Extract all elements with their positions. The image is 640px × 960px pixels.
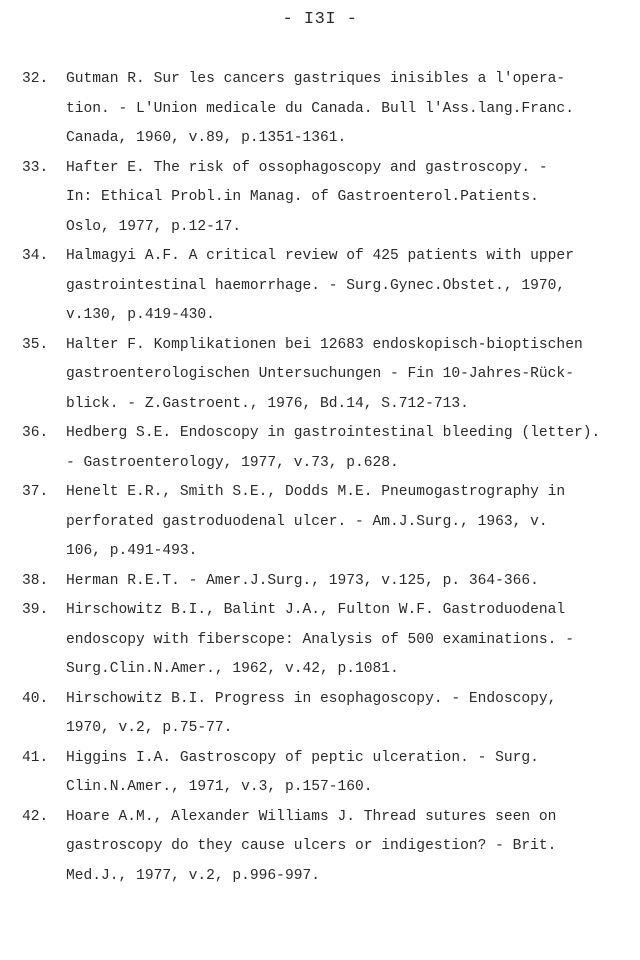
reference-text (66, 331, 630, 420)
reference-line: Med.J., 1977, v.2, p.996-997. (66, 867, 320, 884)
reference-number: 36. (22, 425, 49, 441)
reference-line: v.130, p.419-430. (66, 307, 215, 323)
reference-number: 40. (22, 690, 49, 707)
reference-item (22, 596, 630, 685)
reference-number: 41. (22, 749, 49, 766)
reference-item (22, 65, 630, 154)
reference-line: Oslo, 1977, p.12-17. (66, 218, 242, 235)
reference-number: 38. (22, 572, 49, 589)
reference-line: blick. - Z.Gastroent., 1976, Bd.14, S.712-713. (66, 395, 469, 412)
reference-line: Herman R.E.T. - Amer.J.Surg., 1973, v.125, p. 364-366. (66, 572, 539, 589)
reference-number: 37. (22, 484, 49, 500)
reference-line: 106, p.491-493. (66, 543, 198, 559)
reference-text (66, 744, 630, 803)
reference-line: Gutman R. Sur les cancers gastriques inisibles a l'opera- (66, 71, 566, 87)
reference-item (22, 744, 630, 803)
reference-line: Halmagyi A.F. A critical review of 425 patients with upper (66, 248, 574, 264)
reference-number: 39. (22, 602, 49, 618)
reference-line: - Gastroenterology, 1977, v.73, p.628. (66, 454, 399, 471)
reference-item (22, 685, 630, 744)
reference-line: 1970, v.2, p.75-77. (66, 720, 233, 736)
reference-text (66, 803, 630, 892)
reference-text (66, 478, 630, 567)
reference-number: 33. (22, 159, 49, 176)
reference-line: gastroscopy do they cause ulcers or indigestion? - Brit. (66, 838, 557, 854)
reference-text (66, 685, 630, 744)
reference-text (66, 154, 630, 243)
reference-line: Hoare A.M., Alexander Williams J. Thread sutures seen on (66, 808, 557, 825)
reference-line: Canada, 1960, v.89, p.1351-1361. (66, 130, 347, 146)
reference-line: Clin.N.Amer., 1971, v.3, p.157-160. (66, 779, 373, 795)
page-number: - I3I - (282, 10, 358, 29)
reference-text (66, 65, 630, 154)
reference-line: In: Ethical Probl.in Manag. of Gastroenterol.Patients. (66, 189, 539, 205)
reference-item (22, 242, 630, 331)
reference-line: perforated gastroduodenal ulcer. - Am.J.Surg., 1963, v. (66, 513, 548, 530)
reference-item (22, 478, 630, 567)
reference-number: 34. (22, 248, 49, 264)
reference-text (66, 596, 630, 685)
reference-item (22, 154, 630, 243)
reference-line: gastroenterologischen Untersuchungen - Fin 10-Jahres-Rück- (66, 366, 574, 382)
reference-text (66, 242, 630, 331)
reference-number: 32. (22, 71, 49, 87)
reference-number: 35. (22, 336, 49, 353)
reference-line: Hirschowitz B.I., Balint J.A., Fulton W.F. Gastroduodenal (66, 602, 566, 618)
reference-line: gastrointestinal haemorrhage. - Surg.Gynec.Obstet., 1970, (66, 277, 566, 294)
reference-item (22, 331, 630, 420)
reference-number: 42. (22, 808, 49, 825)
reference-line: Henelt E.R., Smith S.E., Dodds M.E. Pneumogastrography in (66, 484, 566, 500)
reference-line: tion. - L'Union medicale du Canada. Bull l'Ass.lang.Franc. (66, 100, 574, 117)
reference-line: Hirschowitz B.I. Progress in esophagoscopy. - Endoscopy, (66, 690, 557, 707)
reference-text (66, 567, 630, 597)
reference-item (22, 567, 630, 597)
reference-line: Halter F. Komplikationen bei 12683 endoskopisch-bioptischen (66, 336, 583, 353)
reference-line: endoscopy with fiberscope: Analysis of 500 examinations. - (66, 631, 574, 648)
reference-item (22, 419, 630, 478)
reference-list (22, 65, 630, 891)
reference-line: Higgins I.A. Gastroscopy of peptic ulceration. - Surg. (66, 749, 539, 766)
reference-line: Hedberg S.E. Endoscopy in gastrointestinal bleeding (letter). (66, 425, 601, 441)
reference-line: Hafter E. The risk of ossophagoscopy and gastroscopy. - (66, 159, 548, 176)
reference-item (22, 803, 630, 892)
reference-line: Surg.Clin.N.Amer., 1962, v.42, p.1081. (66, 661, 399, 677)
reference-text (66, 419, 630, 478)
